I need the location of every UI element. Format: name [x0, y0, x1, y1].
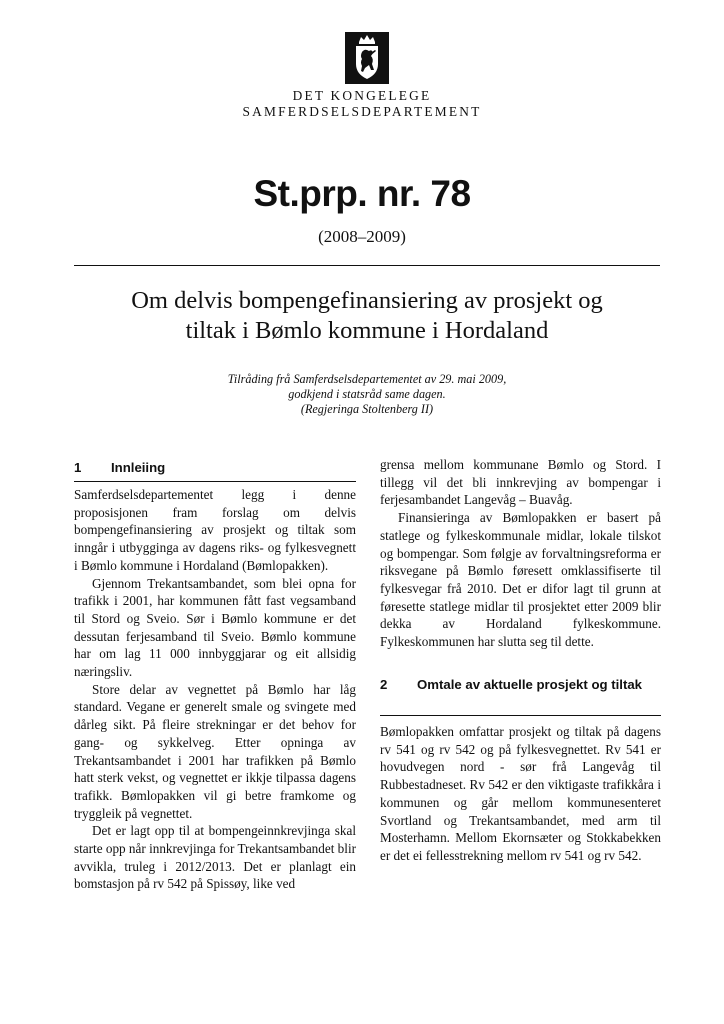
coat-of-arms-icon	[345, 32, 389, 84]
recommendation-note	[74, 372, 660, 417]
department-name-line2: SAMFERDSELSDEPARTEMENT	[242, 104, 482, 119]
right-column-text	[380, 456, 661, 651]
section-number: 1	[74, 460, 82, 475]
recommendation-line3: (Regjeringa Stoltenberg II)	[300, 402, 434, 416]
section-number: 2	[380, 677, 388, 692]
recommendation-line2: godkjend i statsråd same dagen.	[288, 387, 446, 401]
session-years: (2008–2009)	[318, 227, 406, 246]
title-divider	[74, 265, 660, 266]
paragraph: Bømlopakken omfattar prosjekt og tiltak på dagens rv 541 og rv 542 og på fylkesvegnettet. Rv 541 er hovudvegen nord - sør frå Langevåg til Rubbestadneset. Rv 542 er den viktigaste trafikkåra i kommunen og går mellom kommunesenteret Svortland og Trekantsambandet, med arm til Mosterhamn. Mellom Ekornsæter og Stokkabekken er det ei fellesstrekning mellom rv 541 og rv 542.	[380, 724, 661, 863]
section-title: Innleiing	[111, 460, 166, 475]
section-divider	[380, 715, 661, 716]
paragraph: Store delar av vegnettet på Bømlo har låg standard. Vegane er generelt smale og svingete med dårleg sikt. På fleire strekningar er det behov for gang- og sykkelveg. Etter opninga av Trekantsambandet i 2001 har trafikken på Bømlo hatt sterk vekst, og vegnettet er ikkje tilpassa dagens trafikk. Bømlopakken vil gi betre framkome og tryggleik på vegnettet.	[74, 681, 356, 821]
right-column-section2-text	[380, 723, 661, 865]
paragraph: Samferdselsdepartementet legg i denne proposisjonen fram forslag om delvis bompengefinansiering av prosjekt og tiltak som inngår i utbygginga av dagens riks- og fylkesvegnett i Bømlo kommune i Hordaland (Bømlopakken).	[74, 487, 356, 573]
proposition-subject	[74, 286, 660, 346]
subject-line2: tiltak i Bømlo kommune i Hordaland	[185, 317, 549, 344]
left-column-text	[74, 486, 356, 893]
paragraph: Finansieringa av Bømlopakken er basert på statlege og fylkeskommunale midlar, lokale tilskot og bompengar. Som følgje av forvaltningsreforma er riksvegane på Bømlo føresett omklassifiserte til fylkesvegar frå 2010. Det er difor lagt til grunn at føresette statlege midlar til prosjektet etter 2009 blir dekka av Hordaland fylkeskommune. Fylkeskommunen har slutta seg til dette.	[380, 510, 661, 650]
document-title: St.prp. nr. 78	[253, 173, 471, 214]
paragraph: Gjennom Trekantsambandet, som blei opna for trafikk i 2001, har kommunen fått fast vegsamband til Stord og Sveio. Sør i Bømlo kommune er det dessutan ferjesamband til Sveio. Bømlo kommune har om lag 11 000 innbyggjarar og eit allsidig næringsliv.	[74, 575, 356, 680]
recommendation-line1: Tilråding frå Samferdselsdepartementet av 29. mai 2009,	[227, 372, 507, 386]
section-divider	[74, 481, 356, 482]
department-name-line1: DET KONGELEGE	[292, 88, 432, 103]
paragraph: grensa mellom kommunane Bømlo og Stord. I tillegg vil det bli innkrevjing av bompengar i ferjesambandet Langevåg – Buavåg.	[380, 457, 661, 508]
section-title: Omtale av aktuelle prosjekt og tiltak	[417, 677, 642, 692]
paragraph: Det er lagt opp til at bompengeinnkrevjinga skal starte opp når innkrevjinga for Trekantsambandet blir avvikla, truleg i 2012/2013. Det er planlagt ein bomstasjon på rv 542 på Spissøy, like ved	[74, 823, 356, 892]
section-heading-2	[380, 676, 661, 712]
section-heading-1	[74, 459, 356, 477]
subject-line1: Om delvis bompengefinansiering av prosjekt og	[131, 287, 603, 314]
